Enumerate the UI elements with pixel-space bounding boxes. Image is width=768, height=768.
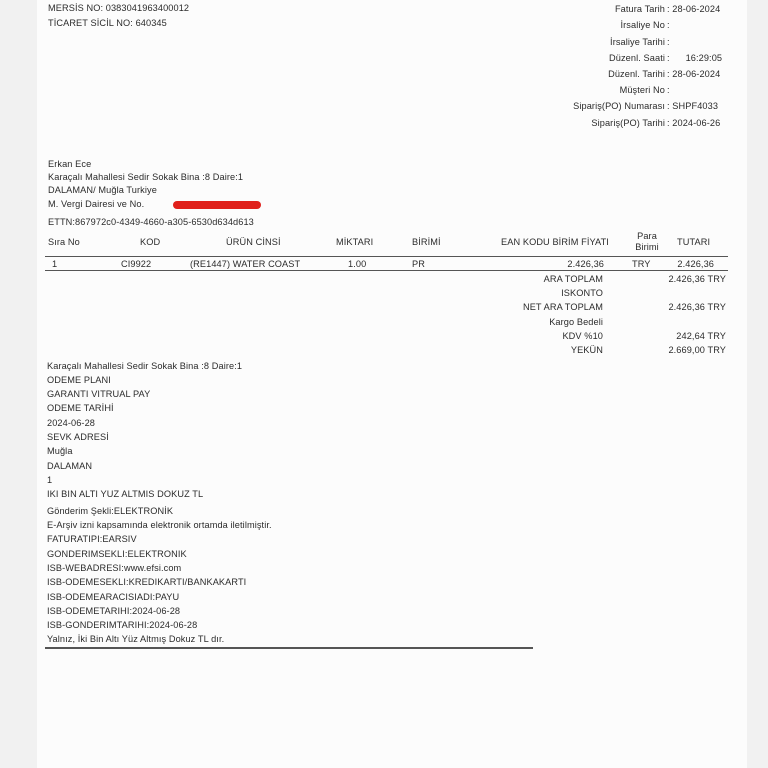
col-header-miktar: MİKTARI — [336, 237, 374, 247]
meta-label: Düzenl. Saati — [609, 53, 665, 63]
col-header-birim: BİRİMİ — [412, 237, 441, 247]
note-line: ODEME PLANI — [47, 375, 111, 385]
note-line: ISB-WEBADRESI:www.efsi.com — [47, 563, 182, 573]
meta-value: : — [667, 20, 670, 30]
cell-miktar: 1.00 — [348, 259, 367, 269]
customer-name: Erkan Ece — [48, 159, 92, 169]
cell-urun: (RE1447) WATER COAST — [190, 259, 301, 269]
meta-label: İrsaliye No — [620, 20, 665, 30]
mersis-no: MERSİS NO: 0383041963400012 — [48, 3, 190, 13]
col-header-sira: Sıra No — [48, 237, 80, 247]
meta-label: Müşteri No — [619, 85, 665, 95]
note-line: ISB-ODEMEARACISIADI:PAYU — [47, 592, 180, 602]
cell-kod: CI9922 — [121, 259, 152, 269]
note-line: GARANTI VITRUAL PAY — [47, 389, 151, 399]
header-divider — [45, 256, 728, 257]
cell-para: TRY — [632, 259, 651, 269]
note-line: DALAMAN — [47, 461, 93, 471]
invoice-page — [37, 0, 747, 768]
note-line: ODEME TARİHİ — [47, 403, 114, 413]
cell-sira: 1 — [52, 259, 58, 269]
cell-fiyat: 2.426,36 — [567, 259, 604, 269]
meta-value: : SHPF4033 — [667, 101, 719, 111]
meta-value: : — [667, 85, 670, 95]
meta-label: İrsaliye Tarihi — [610, 37, 665, 47]
ettn: ETTN:867972c0-4349-4660-a305-6530d634d613 — [48, 217, 254, 227]
total-label: KDV %10 — [562, 331, 603, 341]
meta-value: : 2024-06-26 — [667, 118, 721, 128]
note-line: FATURATIPI:EARSIV — [47, 534, 137, 544]
meta-value: : 16:29:05 — [667, 53, 723, 63]
notes-bottom-rule — [45, 647, 533, 649]
note-line: 1 — [47, 475, 53, 485]
total-label: ARA TOPLAM — [543, 274, 603, 284]
tax-office: M. Vergi Dairesi ve No. — [48, 199, 145, 209]
note-line: ISB-ODEMESEKLI:KREDIKARTI/BANKAKARTI — [47, 577, 247, 587]
note-line: Yalnız, İki Bin Altı Yüz Altmış Dokuz TL dır. — [47, 634, 225, 644]
ticaret-sicil-no: TİCARET SİCİL NO: 640345 — [48, 18, 167, 28]
total-value: 2.426,36 TRY — [668, 302, 726, 312]
note-line: ISB-ODEMETARIHI:2024-06-28 — [47, 606, 181, 616]
meta-value: : — [667, 37, 670, 47]
meta-label: Sipariş(PO) Tarihi — [591, 118, 665, 128]
note-line: IKI BIN ALTI YUZ ALTMIS DOKUZ TL — [47, 489, 204, 499]
customer-city: DALAMAN/ Muğla Turkiye — [48, 185, 157, 195]
col-header-urun: ÜRÜN CİNSİ — [226, 237, 281, 247]
note-line: ISB-GONDERIMTARIHI:2024-06-28 — [47, 620, 198, 630]
total-value: 2.426,36 TRY — [668, 274, 726, 284]
col-header-kod: KOD — [140, 237, 161, 247]
redaction-mark — [173, 201, 261, 209]
total-label: Kargo Bedeli — [549, 317, 603, 327]
col-header-para: Para Birimi — [635, 231, 659, 252]
total-value: 242,64 TRY — [676, 331, 726, 341]
cell-birim: PR — [412, 259, 425, 269]
note-line: Muğla — [47, 446, 73, 456]
note-line: Gönderim Şekli:ELEKTRONİK — [47, 506, 174, 516]
total-value: 2.669,00 TRY — [668, 345, 726, 355]
meta-label: Sipariş(PO) Numarası — [573, 101, 665, 111]
col-header-tutar: TUTARI — [677, 237, 711, 247]
total-label: ISKONTO — [561, 288, 603, 298]
meta-value: : 28-06-2024 — [667, 4, 721, 14]
meta-label: Düzenl. Tarihi — [608, 69, 665, 79]
total-label: NET ARA TOPLAM — [522, 302, 603, 312]
row-divider — [45, 270, 728, 271]
col-header-fiyat: EAN KODU BİRİM FİYATI — [501, 237, 609, 247]
meta-label: Fatura Tarih — [614, 4, 665, 14]
total-label: YEKÜN — [570, 345, 603, 355]
note-line: Karaçalı Mahallesi Sedir Sokak Bina :8 Daire:1 — [47, 361, 243, 371]
note-line: E-Arşiv izni kapsamında elektronik ortamda iletilmiştir. — [47, 520, 272, 530]
cell-tutar: 2.426,36 — [677, 259, 714, 269]
note-line: 2024-06-28 — [47, 418, 95, 428]
customer-address: Karaçalı Mahallesi Sedir Sokak Bina :8 Daire:1 — [48, 172, 244, 182]
note-line: GONDERIMSEKLI:ELEKTRONIK — [47, 549, 187, 559]
meta-value: : 28-06-2024 — [667, 69, 721, 79]
note-line: SEVK ADRESİ — [47, 432, 109, 442]
